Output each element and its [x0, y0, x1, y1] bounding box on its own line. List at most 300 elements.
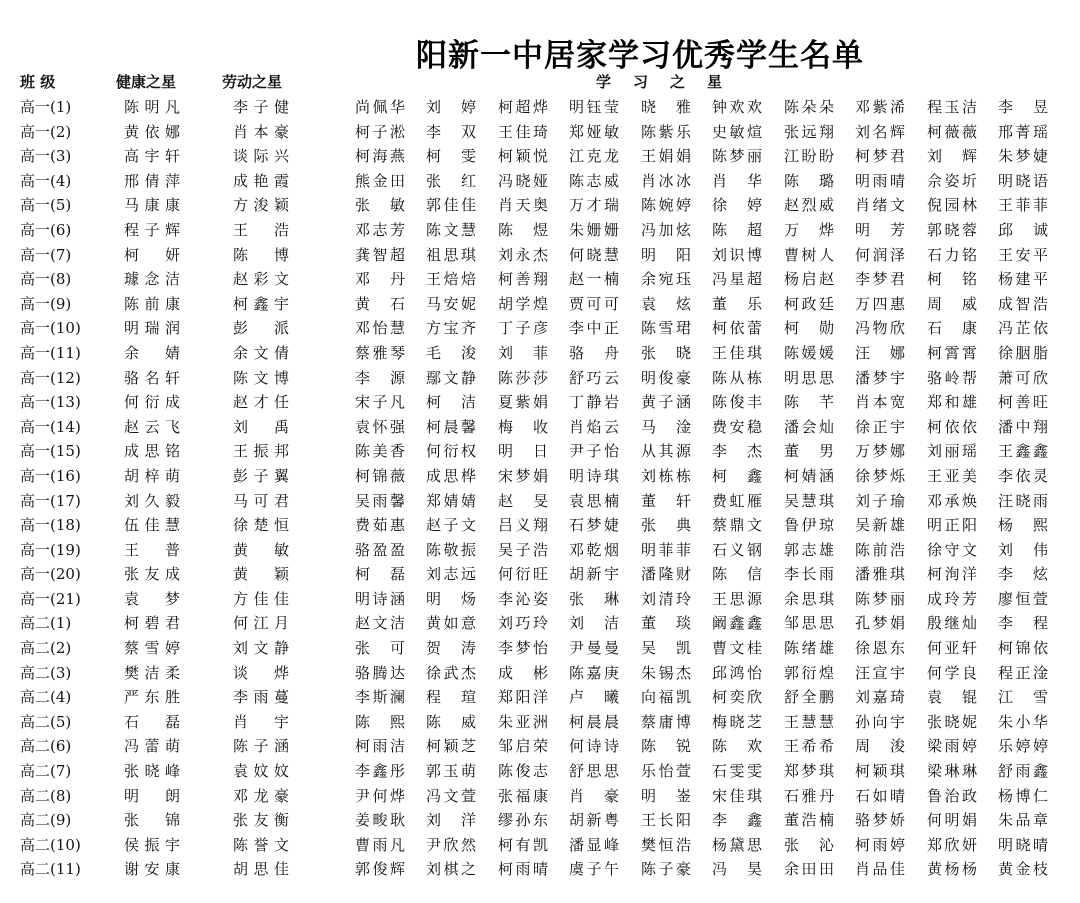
study-star-cell: 邹启荣 [498, 737, 548, 756]
labor-star-cell: 陈文博 [233, 368, 289, 387]
labor-star-cell: 肖宇 [233, 712, 289, 731]
labor-star-cell: 陈博 [233, 245, 289, 264]
study-star-cell: 王长阳 [641, 811, 691, 830]
study-star-cell: 冯加炫 [641, 220, 691, 239]
study-star-cell: 刘栋栋 [641, 466, 691, 485]
study-star-cell: 冯晓娅 [498, 171, 548, 190]
study-star-cell: 朱梦婕 [998, 147, 1048, 166]
study-star-cell: 陈超 [712, 220, 762, 239]
study-star-cell: 刘子瑜 [855, 491, 905, 510]
study-star-cell: 梁雨婷 [927, 737, 977, 756]
student-table [0, 95, 1080, 882]
study-star-cell: 董男 [784, 442, 834, 461]
study-star-cell: 杨博仁 [998, 786, 1048, 805]
class-cell: 高二(7) [20, 762, 72, 781]
study-star-cell: 柯有凯 [498, 835, 548, 854]
study-star-cell: 柯洁 [426, 393, 476, 412]
class-cell: 高一(16) [20, 466, 81, 485]
study-star-cell: 骆岭帮 [927, 368, 977, 387]
labor-star-cell: 袁妏妏 [233, 762, 289, 781]
study-star-cell: 董浩楠 [784, 811, 834, 830]
study-star-cell: 袁炫 [641, 294, 691, 313]
class-cell: 高一(15) [20, 442, 81, 461]
study-star-cell: 柯雯 [426, 147, 476, 166]
study-star-cell: 余田田 [784, 860, 834, 879]
study-star-cell: 徐武杰 [426, 663, 476, 682]
study-star-cell: 石康 [927, 319, 977, 338]
study-star-cell: 杨熙 [998, 516, 1048, 535]
study-star-cell: 明诗涵 [355, 589, 405, 608]
health-star-cell: 邢倩萍 [124, 171, 180, 190]
study-star-cell: 潘梦宇 [855, 368, 905, 387]
study-star-cell: 郑阳洋 [498, 688, 548, 707]
study-star-cell: 郭志雄 [784, 540, 834, 559]
study-star-cell: 曹雨凡 [355, 835, 405, 854]
study-star-cell: 潘中翔 [998, 417, 1048, 436]
study-star-cell: 李杰 [712, 442, 762, 461]
study-star-cell: 汪宣宇 [855, 663, 905, 682]
study-star-cell: 邓怡慧 [355, 319, 405, 338]
study-star-cell: 郭晓蓉 [927, 220, 977, 239]
study-star-cell: 潘显峰 [569, 835, 619, 854]
study-star-cell: 明晓语 [998, 171, 1048, 190]
study-star-cell: 邓丹 [355, 270, 405, 289]
table-row [0, 833, 1080, 858]
study-star-cell: 柯雨婷 [855, 835, 905, 854]
study-star-cell: 何润泽 [855, 245, 905, 264]
study-star-cell: 朱姗姗 [569, 220, 619, 239]
study-star-cell: 郭玉萌 [426, 762, 476, 781]
table-row [0, 144, 1080, 169]
study-star-cell: 赵子文 [426, 516, 476, 535]
study-star-cell: 李斯澜 [355, 688, 405, 707]
labor-star-cell: 成艳霞 [233, 171, 289, 190]
study-star-cell: 樊恒浩 [641, 835, 691, 854]
study-star-cell: 成智浩 [998, 294, 1048, 313]
study-star-cell: 黄杨杨 [927, 860, 977, 879]
study-star-cell: 柯奕欣 [712, 688, 762, 707]
study-star-cell: 蔡鼎文 [712, 516, 762, 535]
study-star-cell: 曹文桂 [712, 639, 762, 658]
study-star-cell: 陈绪雄 [784, 639, 834, 658]
study-star-cell: 王娟娟 [641, 147, 691, 166]
study-star-cell: 徐梦烁 [855, 466, 905, 485]
study-star-cell: 明阳 [641, 245, 691, 264]
study-star-cell: 柯鑫 [712, 466, 762, 485]
study-star-cell: 冯星超 [712, 270, 762, 289]
study-star-cell: 赵旻 [498, 491, 548, 510]
study-star-cell: 骆腾达 [355, 663, 405, 682]
study-star-cell: 邓承焕 [927, 491, 977, 510]
class-cell: 高二(11) [20, 860, 81, 879]
study-star-cell: 刘志远 [426, 565, 476, 584]
table-row [0, 341, 1080, 366]
labor-star-cell: 黄颖 [233, 565, 289, 584]
study-star-cell: 柯霄霄 [927, 343, 977, 362]
study-star-cell: 陈梦丽 [855, 589, 905, 608]
study-star-cell: 王鑫鑫 [998, 442, 1048, 461]
table-row [0, 808, 1080, 833]
study-star-cell: 郑欣妍 [927, 835, 977, 854]
study-star-cell: 陈紫乐 [641, 122, 691, 141]
study-star-cell: 贾可可 [569, 294, 619, 313]
labor-star-cell: 李子健 [233, 98, 289, 116]
study-star-cell: 张红 [426, 171, 476, 190]
study-star-cell: 明正阳 [927, 516, 977, 535]
study-star-cell: 姜畯耿 [355, 811, 405, 830]
study-star-cell: 万才瑞 [569, 196, 619, 215]
study-star-cell: 宋佳琪 [712, 786, 762, 805]
study-star-cell: 柯晨晨 [569, 712, 619, 731]
study-star-cell: 舒巧云 [569, 368, 619, 387]
study-star-cell: 张沁 [784, 835, 834, 854]
study-star-cell: 冯昊 [712, 860, 762, 879]
study-star-cell: 鲁伊琼 [784, 516, 834, 535]
study-star-cell: 张晓妮 [927, 712, 977, 731]
study-star-cell: 李鑫彤 [355, 762, 405, 781]
study-star-cell: 郑婧婧 [426, 491, 476, 510]
study-star-cell: 明思思 [784, 368, 834, 387]
class-cell: 高二(1) [20, 614, 72, 633]
study-star-cell: 刘识博 [712, 245, 762, 264]
class-cell: 高一(21) [20, 589, 81, 608]
study-star-cell: 毛浚 [426, 343, 476, 362]
study-star-cell: 殷继灿 [927, 614, 977, 633]
class-cell: 高二(4) [20, 688, 72, 707]
study-star-cell: 舒全鹏 [784, 688, 834, 707]
study-star-cell: 邓紫浠 [855, 98, 905, 116]
study-star-cell: 朱锡杰 [641, 663, 691, 682]
health-star-cell: 明瑞润 [124, 319, 180, 338]
study-star-cell: 李梦君 [855, 270, 905, 289]
study-star-cell: 舒雨鑫 [998, 762, 1048, 781]
study-star-cell: 尹子怡 [569, 442, 619, 461]
health-star-cell: 张锦 [124, 811, 180, 830]
study-star-cell: 潘隆财 [641, 565, 691, 584]
class-cell: 高一(9) [20, 294, 72, 313]
health-star-cell: 骆名轩 [124, 368, 180, 387]
study-star-cell: 梅晓芝 [712, 712, 762, 731]
study-star-cell: 陈莎莎 [498, 368, 548, 387]
labor-star-cell: 李雨蔓 [233, 688, 289, 707]
study-star-cell: 徐婷 [712, 196, 762, 215]
labor-star-cell: 邓龙豪 [233, 786, 289, 805]
study-star-cell: 吴慧琪 [784, 491, 834, 510]
study-star-cell: 熊金田 [355, 171, 405, 190]
header-health-star: 健康之星 [116, 73, 177, 91]
table-header [0, 71, 1080, 93]
study-star-cell: 柯颖芝 [426, 737, 476, 756]
study-star-cell: 何衍旺 [498, 565, 548, 584]
class-cell: 高二(2) [20, 639, 72, 658]
health-star-cell: 柯妍 [124, 245, 180, 264]
study-star-cell: 郭衍煌 [784, 663, 834, 682]
labor-star-cell: 王振邦 [233, 442, 289, 461]
study-star-cell: 明崟 [641, 786, 691, 805]
health-star-cell: 胡梓萌 [124, 466, 180, 485]
study-star-cell: 徐胭脂 [998, 343, 1048, 362]
study-star-cell: 何诗诗 [569, 737, 619, 756]
study-star-cell: 王思源 [712, 589, 762, 608]
study-star-cell: 袁锟 [927, 688, 977, 707]
table-row [0, 193, 1080, 218]
study-star-cell: 肖焰云 [569, 417, 619, 436]
labor-star-cell: 谈烨 [233, 663, 289, 682]
study-star-cell: 柯依依 [927, 417, 977, 436]
study-star-cell: 史敏煊 [712, 122, 762, 141]
labor-star-cell: 余文倩 [233, 343, 289, 362]
class-cell: 高一(17) [20, 491, 81, 510]
class-cell: 高一(6) [20, 220, 72, 239]
study-star-cell: 王希希 [784, 737, 834, 756]
table-row [0, 95, 1080, 120]
study-star-cell: 柯雨晴 [498, 860, 548, 879]
study-star-cell: 赵烈威 [784, 196, 834, 215]
table-row [0, 169, 1080, 194]
study-star-cell: 陈前浩 [855, 540, 905, 559]
study-star-cell: 尚佩华 [355, 98, 405, 116]
table-row [0, 611, 1080, 636]
study-star-cell: 杨黛思 [712, 835, 762, 854]
study-star-cell: 柯颖琪 [855, 762, 905, 781]
study-star-cell: 刘辉 [927, 147, 977, 166]
study-star-cell: 丁子彦 [498, 319, 548, 338]
study-star-cell: 鄢文静 [426, 368, 476, 387]
study-star-cell: 江克龙 [569, 147, 619, 166]
study-star-cell: 肖天奥 [498, 196, 548, 215]
study-star-cell: 陈婉婷 [641, 196, 691, 215]
study-star-cell: 万四惠 [855, 294, 905, 313]
health-star-cell: 高宇轩 [124, 147, 180, 166]
study-star-cell: 柯磊 [355, 565, 405, 584]
study-star-cell: 王焙焙 [426, 270, 476, 289]
study-star-cell: 王安平 [998, 245, 1048, 264]
class-cell: 高一(20) [20, 565, 81, 584]
study-star-cell: 周威 [927, 294, 977, 313]
study-star-cell: 石梦婕 [569, 516, 619, 535]
study-star-cell: 孔梦娟 [855, 614, 905, 633]
study-star-cell: 柯颖悦 [498, 147, 548, 166]
study-star-cell: 朱小华 [998, 712, 1048, 731]
study-star-cell: 柯超烨 [498, 98, 548, 116]
study-star-cell: 鲁治政 [927, 786, 977, 805]
study-star-cell: 董乐 [712, 294, 762, 313]
health-star-cell: 程子辉 [124, 220, 180, 239]
health-star-cell: 余婧 [124, 343, 180, 362]
study-star-cell: 舒思思 [569, 762, 619, 781]
study-star-cell: 陈煜 [498, 220, 548, 239]
study-star-cell: 朱亚洲 [498, 712, 548, 731]
header-labor-star: 劳动之星 [222, 73, 283, 91]
study-star-cell: 李炫 [998, 565, 1048, 584]
study-star-cell: 肖本宽 [855, 393, 905, 412]
study-star-cell: 袁怀强 [355, 417, 405, 436]
class-cell: 高二(3) [20, 663, 72, 682]
table-row [0, 784, 1080, 809]
study-star-cell: 何明娟 [927, 811, 977, 830]
labor-star-cell: 何江月 [233, 614, 289, 633]
study-star-cell: 余思琪 [784, 589, 834, 608]
labor-star-cell: 马可君 [233, 491, 289, 510]
study-star-cell: 徐正宇 [855, 417, 905, 436]
health-star-cell: 马康康 [124, 196, 180, 215]
study-star-cell: 王佳琦 [498, 122, 548, 141]
health-star-cell: 黄依娜 [124, 122, 180, 141]
study-star-cell: 石雯雯 [712, 762, 762, 781]
study-star-cell: 黄金枝 [998, 860, 1048, 879]
labor-star-cell: 方佳佳 [233, 589, 289, 608]
study-star-cell: 明诗琪 [569, 466, 619, 485]
health-star-cell: 何衍成 [124, 393, 180, 412]
study-star-cell: 宋子凡 [355, 393, 405, 412]
study-star-cell: 何亚轩 [927, 639, 977, 658]
study-star-cell: 冯文萱 [426, 786, 476, 805]
table-row [0, 587, 1080, 612]
study-star-cell: 成玲芳 [927, 589, 977, 608]
study-star-cell: 马淦 [641, 417, 691, 436]
study-star-cell: 刘洁 [569, 614, 619, 633]
study-star-cell: 乐怡萱 [641, 762, 691, 781]
study-star-cell: 邱诚 [998, 220, 1048, 239]
labor-star-cell: 黄敏 [233, 540, 289, 559]
study-star-cell: 何衍权 [426, 442, 476, 461]
study-star-cell: 晓雅 [641, 98, 691, 116]
study-star-cell: 明芳 [855, 220, 905, 239]
study-star-cell: 万烨 [784, 220, 834, 239]
table-row [0, 562, 1080, 587]
study-star-cell: 万梦娜 [855, 442, 905, 461]
study-star-cell: 柯梦君 [855, 147, 905, 166]
health-star-cell: 刘久毅 [124, 491, 180, 510]
study-star-cell: 成思桦 [426, 466, 476, 485]
class-cell: 高一(18) [20, 516, 81, 535]
study-star-cell: 陈威 [426, 712, 476, 731]
health-star-cell: 柯碧君 [124, 614, 180, 633]
study-star-cell: 郭俊辉 [355, 860, 405, 879]
labor-star-cell: 柯鑫宇 [233, 294, 289, 313]
health-star-cell: 侯振宇 [124, 835, 180, 854]
study-star-cell: 徐守文 [927, 540, 977, 559]
study-star-cell: 肖绪文 [855, 196, 905, 215]
study-star-cell: 石力铭 [927, 245, 977, 264]
study-star-cell: 梁琳琳 [927, 762, 977, 781]
study-star-cell: 缪孙东 [498, 811, 548, 830]
study-star-cell: 骆梦娇 [855, 811, 905, 830]
table-row [0, 120, 1080, 145]
health-star-cell: 张友成 [124, 565, 180, 584]
study-star-cell: 李鑫 [712, 811, 762, 830]
study-star-cell: 邹思思 [784, 614, 834, 633]
table-row [0, 218, 1080, 243]
study-star-cell: 王菲菲 [998, 196, 1048, 215]
study-star-cell: 明俊豪 [641, 368, 691, 387]
table-row [0, 415, 1080, 440]
health-star-cell: 赵云飞 [124, 417, 180, 436]
study-star-cell: 邓乾烟 [569, 540, 619, 559]
study-star-cell: 张可 [355, 639, 405, 658]
labor-star-cell: 陈誉文 [233, 835, 289, 854]
study-star-cell: 刘菲 [498, 343, 548, 362]
table-row [0, 292, 1080, 317]
study-star-cell: 钟欢欢 [712, 98, 762, 116]
study-star-cell: 李长雨 [784, 565, 834, 584]
health-star-cell: 伍佳慧 [124, 516, 180, 535]
study-star-cell: 明晓晴 [998, 835, 1048, 854]
study-star-cell: 卢曦 [569, 688, 619, 707]
study-star-cell: 柯依蕾 [712, 319, 762, 338]
class-cell: 高二(6) [20, 737, 72, 756]
study-star-cell: 徐恩东 [855, 639, 905, 658]
class-cell: 高一(7) [20, 245, 72, 264]
study-star-cell: 明钰莹 [569, 98, 619, 116]
study-star-cell: 萧可欣 [998, 368, 1048, 387]
study-star-cell: 董轩 [641, 491, 691, 510]
study-star-cell: 郑和雄 [927, 393, 977, 412]
study-star-cell: 梅收 [498, 417, 548, 436]
labor-star-cell: 刘禹 [233, 417, 289, 436]
health-star-cell: 冯蕾萌 [124, 737, 180, 756]
table-row [0, 489, 1080, 514]
study-star-cell: 杨建平 [998, 270, 1048, 289]
study-star-cell: 张琳 [569, 589, 619, 608]
labor-star-cell: 方浚颖 [233, 196, 289, 215]
study-star-cell: 刘棋之 [426, 860, 476, 879]
study-star-cell: 吴凯 [641, 639, 691, 658]
study-star-cell: 刘婷 [426, 98, 476, 116]
study-star-cell: 尹曼曼 [569, 639, 619, 658]
study-star-cell: 李沁姿 [498, 589, 548, 608]
study-star-cell: 李依灵 [998, 466, 1048, 485]
class-cell: 高一(1) [20, 98, 72, 116]
study-star-cell: 吴新雄 [855, 516, 905, 535]
class-cell: 高一(11) [20, 343, 81, 362]
table-row [0, 267, 1080, 292]
study-star-cell: 陈雪珺 [641, 319, 691, 338]
table-row [0, 464, 1080, 489]
study-star-cell: 杨启赵 [784, 270, 834, 289]
study-star-cell: 廖恒萱 [998, 589, 1048, 608]
study-star-cell: 柯海燕 [355, 147, 405, 166]
study-star-cell: 陈欢 [712, 737, 762, 756]
study-star-cell: 李源 [355, 368, 405, 387]
study-star-cell: 祖思琪 [426, 245, 476, 264]
study-star-cell: 刘伟 [998, 540, 1048, 559]
labor-star-cell: 谈际兴 [233, 147, 289, 166]
study-star-cell: 刘永杰 [498, 245, 548, 264]
study-star-cell: 马安妮 [426, 294, 476, 313]
study-star-cell: 李梦怡 [498, 639, 548, 658]
study-star-cell: 程正淦 [998, 663, 1048, 682]
class-cell: 高一(8) [20, 270, 72, 289]
labor-star-cell: 肖本豪 [233, 122, 289, 141]
class-cell: 高二(8) [20, 786, 72, 805]
table-row [0, 538, 1080, 563]
health-star-cell: 石磊 [124, 712, 180, 731]
study-star-cell: 向福凯 [641, 688, 691, 707]
study-star-cell: 明日 [498, 442, 548, 461]
study-star-cell: 佘姿圻 [927, 171, 977, 190]
study-star-cell: 虞子午 [569, 860, 619, 879]
table-row [0, 243, 1080, 268]
study-star-cell: 刘丽瑶 [927, 442, 977, 461]
study-star-cell: 胡学煌 [498, 294, 548, 313]
study-star-cell: 余宛珏 [641, 270, 691, 289]
study-star-cell: 从其源 [641, 442, 691, 461]
labor-star-cell: 张友衡 [233, 811, 289, 830]
header-class: 班 级 [20, 73, 56, 91]
study-star-cell: 贺涛 [426, 639, 476, 658]
study-star-cell: 骆舟 [569, 343, 619, 362]
